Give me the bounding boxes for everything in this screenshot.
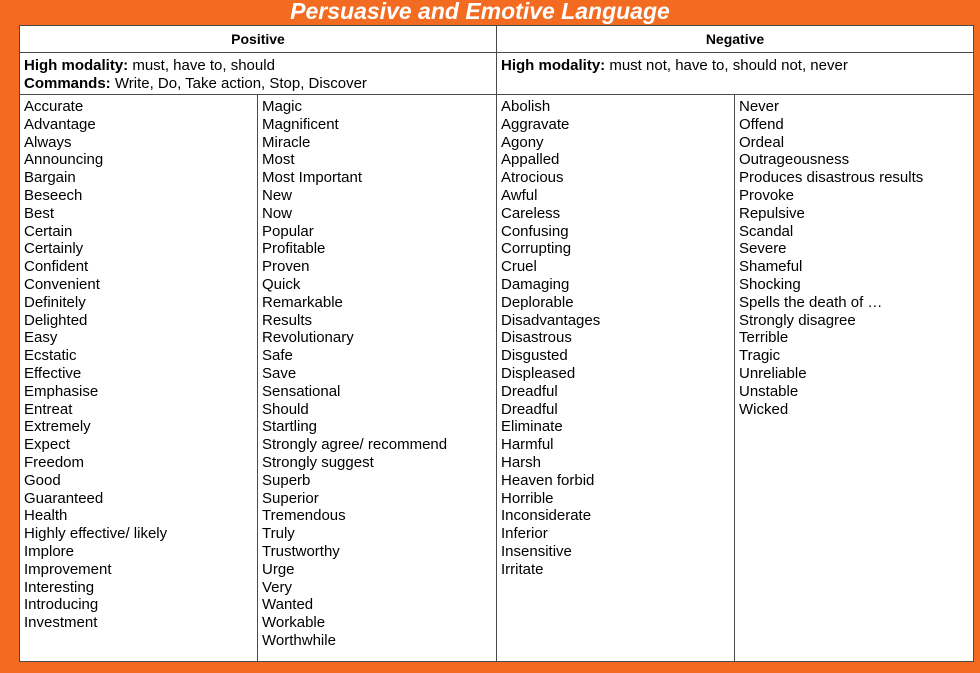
word-item: Should — [262, 400, 309, 418]
word-item: Revolutionary — [262, 329, 354, 347]
word-item: Disadvantages — [501, 311, 601, 329]
negative-words-column-2 — [735, 95, 973, 661]
language-table — [19, 25, 974, 662]
word-item: Remarkable — [262, 293, 343, 311]
word-item: Miracle — [262, 133, 311, 151]
word-item: Profitable — [262, 240, 326, 258]
word-item: Damaging — [501, 275, 570, 293]
word-item: Eliminate — [501, 418, 563, 436]
word-item: Introducing — [24, 596, 99, 614]
word-item: Worthwhile — [262, 631, 336, 649]
word-item: Strongly disagree — [739, 311, 856, 329]
word-item: Repulsive — [739, 204, 805, 222]
word-item: Popular — [262, 222, 314, 240]
word-item: Shocking — [739, 275, 801, 293]
word-item: Easy — [24, 329, 58, 347]
header-negative: Negative — [497, 26, 973, 53]
word-item: Atrocious — [501, 169, 564, 187]
commands-text: Write, Do, Take action, Stop, Discover — [110, 75, 367, 92]
word-item: Emphasise — [24, 382, 99, 400]
word-item: Ecstatic — [24, 347, 77, 365]
word-item: Highly effective/ likely — [24, 525, 168, 543]
word-item: Magic — [262, 98, 303, 115]
word-item: Confident — [24, 258, 89, 276]
word-item: Inconsiderate — [501, 507, 592, 525]
word-item: Superior — [262, 489, 319, 507]
word-item: Confusing — [501, 222, 569, 240]
word-item: Now — [262, 204, 293, 222]
word-item: Severe — [739, 240, 787, 258]
word-item: Bargain — [24, 169, 76, 187]
word-item: Beseech — [24, 186, 83, 204]
page-title: Persuasive and Emotive Language — [290, 0, 670, 24]
word-item: Irritate — [501, 560, 544, 578]
word-item: Expect — [24, 436, 70, 454]
word-item: Inferior — [501, 525, 548, 543]
word-item: Always — [24, 133, 72, 151]
high-modality-negative — [501, 57, 973, 75]
high-modality-label: High modality: — [501, 57, 606, 74]
word-item: Truly — [262, 525, 295, 543]
word-item: Awful — [501, 186, 538, 204]
word-item: Wicked — [739, 400, 789, 418]
word-item: Quick — [262, 275, 301, 293]
word-item: Proven — [262, 258, 310, 276]
word-item: Abolish — [501, 98, 551, 115]
commands-positive — [24, 75, 496, 93]
word-item: Scandal — [739, 222, 794, 240]
word-item: Safe — [262, 347, 293, 365]
high-modality-text: must not, have to, should not, never — [605, 57, 848, 74]
word-item: Dreadful — [501, 382, 558, 400]
word-item: Deplorable — [501, 293, 574, 311]
word-item: Improvement — [24, 560, 112, 578]
word-item: Freedom — [24, 453, 85, 471]
word-item: Shameful — [739, 258, 803, 276]
word-item: Convenient — [24, 275, 100, 293]
word-item: Trustworthy — [262, 542, 340, 560]
word-item: Most Important — [262, 169, 363, 187]
header-positive: Positive — [20, 26, 497, 53]
high-modality-positive — [24, 57, 496, 75]
word-item: Disgusted — [501, 347, 568, 365]
word-item: Agony — [501, 133, 544, 151]
word-item: Heaven forbid — [501, 471, 595, 489]
high-modality-label: High modality: — [24, 57, 129, 74]
word-item: Provoke — [739, 186, 795, 204]
word-item: Entreat — [24, 400, 73, 418]
word-item: Offend — [739, 115, 784, 133]
word-item: Startling — [262, 418, 318, 436]
word-item: Definitely — [24, 293, 86, 311]
word-item: Investment — [24, 614, 98, 632]
word-item: Careless — [501, 204, 561, 222]
word-item: Dreadful — [501, 400, 558, 418]
word-item: Ordeal — [739, 133, 785, 151]
word-item: Announcing — [24, 151, 104, 169]
word-item: Accurate — [24, 98, 84, 115]
word-item: Aggravate — [501, 115, 570, 133]
word-item: Implore — [24, 542, 75, 560]
word-item: Certain — [24, 222, 73, 240]
modality-positive — [20, 53, 497, 95]
word-item: Superb — [262, 471, 311, 489]
word-item: Spells the death of … — [739, 293, 883, 311]
word-item: Very — [262, 578, 293, 596]
word-item: Tragic — [739, 347, 781, 365]
word-item: Certainly — [24, 240, 84, 258]
word-item: Sensational — [262, 382, 341, 400]
word-item: Displeased — [501, 364, 576, 382]
word-item: New — [262, 186, 293, 204]
word-item: Cruel — [501, 258, 537, 276]
modality-negative — [497, 53, 973, 95]
word-item: Unreliable — [739, 364, 807, 382]
word-item: Health — [24, 507, 68, 525]
word-item: Extremely — [24, 418, 91, 436]
word-item: Save — [262, 364, 297, 382]
word-item: Corrupting — [501, 240, 572, 258]
word-item: Terrible — [739, 329, 789, 347]
commands-label: Commands: — [24, 75, 111, 92]
word-item: Effective — [24, 364, 82, 382]
word-item: Wanted — [262, 596, 314, 614]
word-item: Delighted — [24, 311, 88, 329]
word-item: Guaranteed — [24, 489, 104, 507]
word-item: Harsh — [501, 453, 542, 471]
word-item: Strongly agree/ recommend — [262, 436, 448, 454]
word-item: Urge — [262, 560, 295, 578]
word-item: Magnificent — [262, 115, 339, 133]
word-item: Strongly suggest — [262, 453, 374, 471]
word-item: Harmful — [501, 436, 554, 454]
positive-words-column-2 — [258, 95, 497, 661]
word-item: Tremendous — [262, 507, 346, 525]
word-item: Results — [262, 311, 313, 329]
word-item: Most — [262, 151, 295, 169]
word-item: Disastrous — [501, 329, 572, 347]
word-item: Outrageousness — [739, 151, 850, 169]
word-item: Good — [24, 471, 61, 489]
word-item: Advantage — [24, 115, 96, 133]
word-item: Unstable — [739, 382, 799, 400]
word-item: Never — [739, 98, 780, 115]
word-item: Horrible — [501, 489, 554, 507]
high-modality-text: must, have to, should — [128, 57, 275, 74]
positive-words-column-1 — [20, 95, 258, 661]
word-item: Interesting — [24, 578, 95, 596]
word-item: Workable — [262, 614, 326, 632]
word-item: Best — [24, 204, 55, 222]
negative-words-column-1 — [497, 95, 735, 661]
word-item: Insensitive — [501, 542, 572, 560]
word-item: Produces disastrous results — [739, 169, 924, 187]
word-item: Appalled — [501, 151, 560, 169]
